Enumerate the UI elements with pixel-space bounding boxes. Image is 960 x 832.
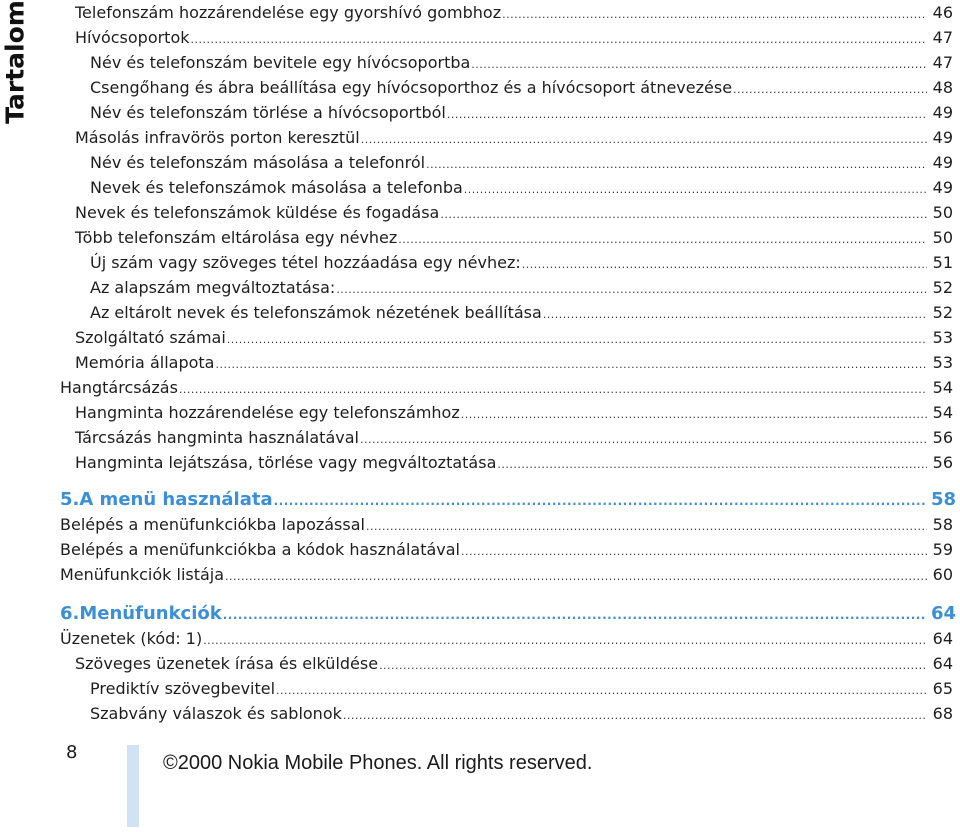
toc-dot-leader	[336, 280, 927, 300]
toc-entry-title: Belépés a menüfunkciókba lapozással	[60, 515, 365, 534]
toc-entry-title: Az eltárolt nevek és telefonszámok nézetének beállítása	[90, 303, 542, 322]
toc-page-number: 64	[931, 603, 957, 624]
toc-page-number: 54	[932, 403, 953, 422]
toc-page-number: 60	[932, 565, 953, 584]
toc-entry[interactable]	[75, 203, 953, 225]
toc-dot-leader	[179, 380, 927, 400]
toc-page-number: 56	[932, 428, 953, 447]
toc-entry-title: Memória állapota	[75, 353, 215, 372]
toc-dot-leader	[461, 405, 927, 425]
toc-dot-leader	[191, 30, 927, 50]
toc-entry[interactable]	[75, 228, 953, 250]
toc-page-number: 48	[932, 78, 953, 97]
toc-entry-title: Több telefonszám eltárolása egy névhez	[75, 228, 398, 247]
toc-entry[interactable]	[75, 328, 953, 350]
toc-page-number: 51	[932, 253, 953, 272]
toc-dot-leader	[522, 255, 927, 275]
toc-page-number: 68	[932, 704, 953, 723]
toc-page-number: 53	[932, 353, 953, 372]
toc-section-heading[interactable]	[60, 603, 957, 625]
footer-accent-bar	[127, 745, 139, 827]
toc-entry-title: Telefonszám hozzárendelése egy gyorshívó gombhoz	[75, 3, 502, 22]
toc-dot-leader	[366, 517, 927, 537]
toc-page-number: 46	[932, 3, 953, 22]
toc-entry-title: Másolás infravörös porton keresztül	[75, 128, 360, 147]
toc-entry-title: Név és telefonszám törlése a hívócsoportból	[90, 103, 446, 122]
toc-entry-title: Üzenetek (kód: 1)	[60, 629, 203, 648]
toc-entry-title: Nevek és telefonszámok másolása a telefonba	[90, 178, 463, 197]
toc-dot-leader	[502, 5, 927, 25]
toc-entry-title: Szöveges üzenetek írása és elküldése	[75, 654, 379, 673]
toc-entry[interactable]	[90, 103, 953, 125]
toc-entry[interactable]	[75, 403, 953, 425]
toc-entry-title: Prediktív szövegbevitel	[90, 679, 276, 698]
toc-dot-leader	[733, 80, 927, 100]
toc-entry[interactable]	[90, 278, 953, 300]
toc-dot-leader	[343, 706, 927, 726]
toc-entry-title: Hangminta lejátszása, törlése vagy megváltoztatása	[75, 453, 497, 472]
toc-dot-leader	[225, 567, 927, 587]
toc-page-number: 54	[932, 378, 953, 397]
toc-entry[interactable]	[75, 453, 953, 475]
toc-dot-leader	[361, 130, 927, 150]
toc-dot-leader	[227, 330, 927, 350]
toc-dot-leader	[223, 605, 927, 625]
toc-page-number: 47	[932, 53, 953, 72]
toc-entry[interactable]	[75, 28, 953, 50]
toc-dot-leader	[426, 155, 927, 175]
toc-entry[interactable]	[60, 515, 953, 537]
toc-dot-leader	[276, 681, 927, 701]
toc-entry[interactable]	[60, 629, 953, 651]
toc-entry-title: Név és telefonszám másolása a telefonról	[90, 153, 426, 172]
toc-entry-title: Szabvány válaszok és sablonok	[90, 704, 342, 723]
toc-page-number: 59	[932, 540, 953, 559]
toc-dot-leader	[471, 55, 927, 75]
toc-page-number: 47	[932, 28, 953, 47]
toc-dot-leader	[543, 305, 927, 325]
toc-page-number: 49	[932, 153, 953, 172]
toc-entry[interactable]	[90, 704, 953, 726]
toc-dot-leader	[203, 631, 927, 651]
toc-entry[interactable]	[90, 53, 953, 75]
toc-entry[interactable]	[60, 540, 953, 562]
toc-entry[interactable]	[75, 3, 953, 25]
toc-page-number: 58	[932, 515, 953, 534]
toc-entry-title: Hangminta hozzárendelése egy telefonszámhoz	[75, 403, 460, 422]
toc-dot-leader	[274, 491, 927, 511]
toc-page-number: 52	[932, 278, 953, 297]
toc-page-number: 49	[932, 103, 953, 122]
toc-entry-title: Csengőhang és ábra beállítása egy hívócsoporthoz és a hívócsoport átnevezése	[90, 78, 733, 97]
toc-dot-leader	[461, 542, 927, 562]
toc-entry-title: Név és telefonszám bevitele egy hívócsoportba	[90, 53, 471, 72]
toc-page-number: 49	[932, 178, 953, 197]
toc-entry[interactable]	[75, 353, 953, 375]
toc-entry-title: 6.Menüfunkciók	[60, 603, 222, 624]
toc-entry[interactable]	[60, 565, 953, 587]
toc-entry-title: Az alapszám megváltoztatása:	[90, 278, 336, 297]
toc-entry-title: Tárcsázás hangminta használatával	[75, 428, 359, 447]
toc-entry[interactable]	[90, 178, 953, 200]
toc-entry-title: Új szám vagy szöveges tétel hozzáadása egy névhez:	[90, 253, 521, 272]
side-title	[0, 0, 30, 130]
toc-entry-title: 5.A menü használata	[60, 489, 273, 510]
toc-entry[interactable]	[75, 428, 953, 450]
toc-page-number: 58	[931, 489, 957, 510]
toc-page-number: 50	[932, 228, 953, 247]
side-title-text: Tartalom	[0, 0, 30, 124]
toc-page-number: 64	[932, 629, 953, 648]
toc-entry[interactable]	[75, 654, 953, 676]
toc-page-number: 52	[932, 303, 953, 322]
toc-entry[interactable]	[75, 128, 953, 150]
toc-dot-leader	[398, 230, 927, 250]
toc-page-number: 49	[932, 128, 953, 147]
toc-page-number: 65	[932, 679, 953, 698]
toc-page-number: 53	[932, 328, 953, 347]
toc-entry[interactable]	[90, 78, 953, 100]
toc-page-number: 56	[932, 453, 953, 472]
toc-page-number: 50	[932, 203, 953, 222]
toc-dot-leader	[464, 180, 927, 200]
toc-dot-leader	[379, 656, 927, 676]
toc-entry-title: Hívócsoportok	[75, 28, 190, 47]
toc-entry[interactable]	[90, 153, 953, 175]
toc-dot-leader	[440, 205, 927, 225]
toc-entry[interactable]	[60, 378, 953, 400]
toc-entry-title: Menüfunkciók listája	[60, 565, 225, 584]
toc-entry-title: Szolgáltató számai	[75, 328, 226, 347]
toc-entry[interactable]	[90, 679, 953, 701]
toc-entry[interactable]	[90, 253, 953, 275]
page-number: 8	[66, 742, 78, 763]
toc-dot-leader	[497, 455, 927, 475]
toc-dot-leader	[447, 105, 927, 125]
toc-page-number: 64	[932, 654, 953, 673]
toc-dot-leader	[360, 430, 927, 450]
copyright-notice: ©2000 Nokia Mobile Phones. All rights reserved.	[163, 752, 593, 774]
toc-entry[interactable]	[90, 303, 953, 325]
toc-entry-title: Belépés a menüfunkciókba a kódok használatával	[60, 540, 460, 559]
toc-section-heading[interactable]	[60, 489, 957, 511]
toc-entry-title: Hangtárcsázás	[60, 378, 178, 397]
toc-entry-title: Nevek és telefonszámok küldése és fogadása	[75, 203, 440, 222]
toc-dot-leader	[215, 355, 927, 375]
